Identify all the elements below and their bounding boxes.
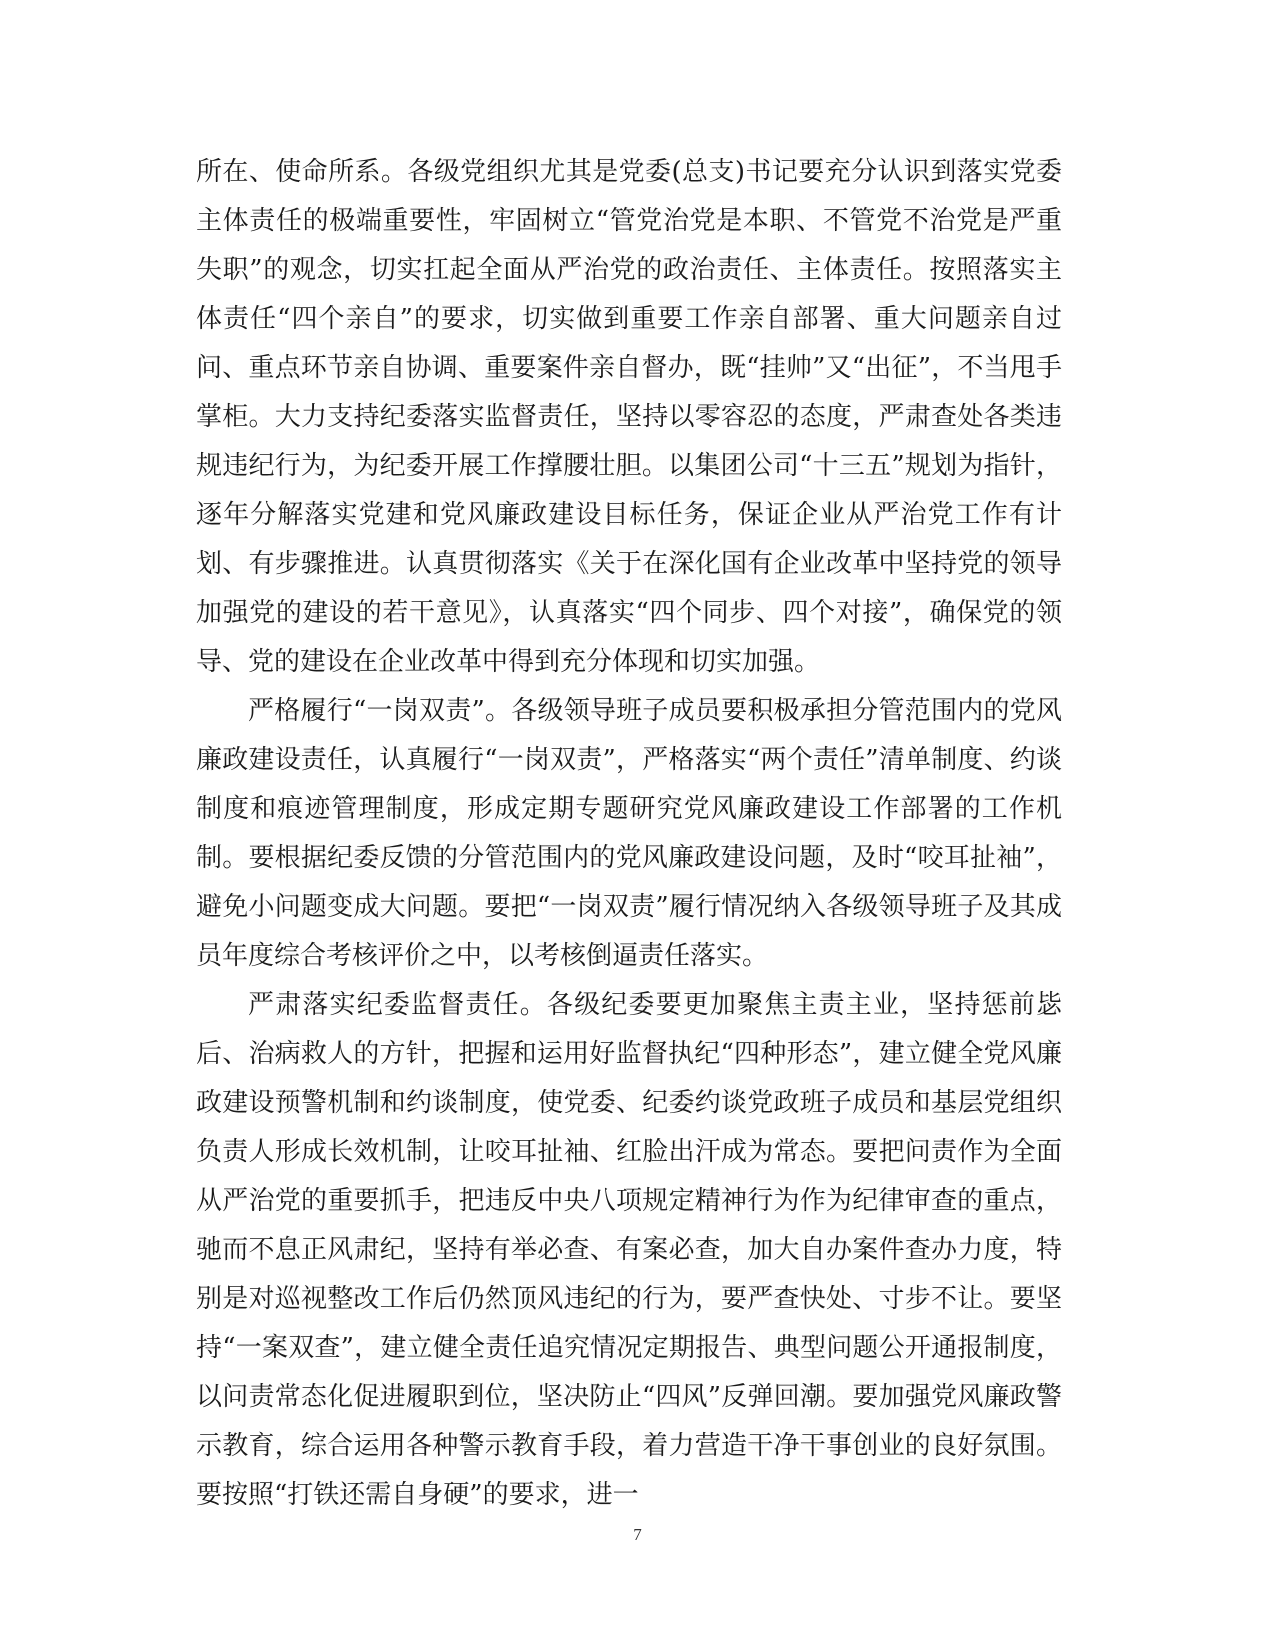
body-text [196,148,1062,1520]
page-number: 7 [633,1525,642,1544]
paragraph-jiwei-jiandu: 严肃落实纪委监督责任。各级纪委要更加聚焦主责主业，坚持惩前毖后、治病救人的方针，把握和运用好监督执纪“四种形态”，建立健全党风廉政建设预警机制和约谈制度，使党委、纪委约谈党政班子成员和基层党组织负责人形成长效机制，让咬耳扯袖、红脸出汗成为常态。要把问责作为全面从严治党的重要抓手，把违反中央八项规定精神行为作为纪律审查的重点，驰而不息正风肃纪，坚持有举必查、有案必查，加大自办案件查办力度，特别是对巡视整改工作后仍然顶风违纪的行为，要严查快处、寸步不让。要坚持“一案双查”，建立健全责任追究情况定期报告、典型问题公开通报制度，以问责常态化促进履职到位，坚决防止“四风”反弹回潮。要加强党风廉政警示教育，综合运用各种警示教育手段，着力营造干净干事创业的良好氛围。要按照“打铁还需自身硬”的要求，进一 [196,990,1062,1510]
paragraph-yigang-shuangze: 严格履行“一岗双责”。各级领导班子成员要积极承担分管范围内的党风廉政建设责任，认真履行“一岗双责”，严格落实“两个责任”清单制度、约谈制度和痕迹管理制度，形成定期专题研究党风廉政建设工作部署的工作机制。要根据纪委反馈的分管范围内的党风廉政建设问题，及时“咬耳扯袖”，避免小问题变成大问题。要把“一岗双责”履行情况纳入各级领导班子及其成员年度综合考核评价之中，以考核倒逼责任落实。 [196,696,1062,971]
paragraph-continuation: 所在、使命所系。各级党组织尤其是党委(总支)书记要充分认识到落实党委主体责任的极端重要性，牢固树立“管党治党是本职、不管党不治党是严重失职”的观念，切实扛起全面从严治党的政治责任、主体责任。按照落实主体责任“四个亲自”的要求，切实做到重要工作亲自部署、重大问题亲自过问、重点环节亲自协调、重要案件亲自督办，既“挂帅”又“出征”，不当甩手掌柜。大力支持纪委落实监督责任，坚持以零容忍的态度，严肃查处各类违规违纪行为，为纪委开展工作撑腰壮胆。以集团公司“十三五”规划为指针，逐年分解落实党建和党风廉政建设目标任务，保证企业从严治党工作有计划、有步骤推进。认真贯彻落实《关于在深化国有企业改革中坚持党的领导加强党的建设的若干意见》，认真落实“四个同步、四个对接”，确保党的领导、党的建设在企业改革中得到充分体现和切实加强。 [196,157,1062,677]
